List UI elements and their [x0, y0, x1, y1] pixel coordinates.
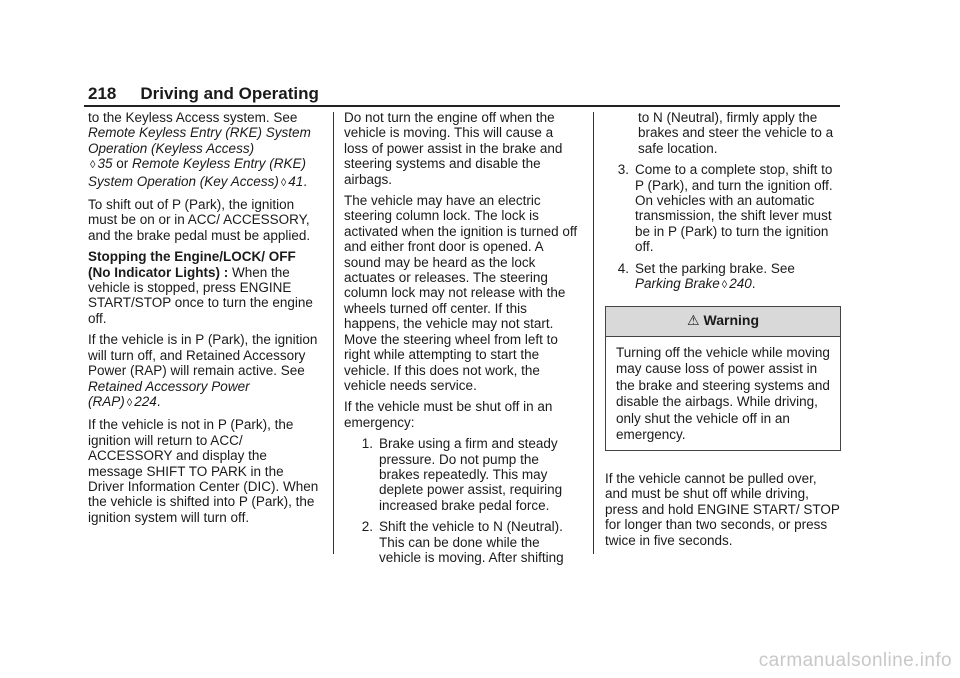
page-ref-35[interactable]: 35: [97, 156, 113, 172]
paragraph-not-in-park: If the vehicle is not in P (Park), the ignition will return to ACC/ ACCESSORY and display the message SHIFT TO PARK in the Driver Information Center (DIC). When the vehicle is shifted into P (Park), the ignition system will turn off.: [88, 417, 319, 525]
list-item: 4. Set the parking brake. See Parking Brake ◊ 240.: [617, 260, 795, 292]
paragraph-steering-lock: The vehicle may have an electric steering column lock. The lock is activated when the ignition is turned off and either front door is opened. A sound may be heard as the lock actuates or releases. The steering column lock may not release with the wheels turned off center. If this happens, the vehicle may not start. Move the steering wheel from left to right while attempting to start the vehicle. If this does not work, the vehicle needs service.: [344, 193, 578, 393]
page-ref-icon: ◊: [126, 396, 133, 409]
list-item-continuation: to N (Neutral), firmly apply the brakes and steer the vehicle to a safe location.: [638, 110, 834, 156]
paragraph-shift-park: To shift out of P (Park), the ignition must be on or in ACC/ ACCESSORY, and the brake pedal must be applied.: [88, 197, 311, 243]
column-divider: [333, 112, 334, 554]
warning-body: Turning off the vehicle while moving may cause loss of power assist in the brake and steering systems and disable the airbags. While driving, only shut the vehicle off in an emergency.: [616, 344, 830, 443]
warning-box: [605, 306, 841, 450]
list-item: 3. Come to a complete stop, shift to P (Park), and turn the ignition off. On vehicles with an automatic transmission, the shift lever must be in P (Park) to turn the ignition off.: [617, 162, 833, 255]
link-rke-keyless-access[interactable]: Remote Keyless Entry (RKE) System Operation (Keyless Access): [88, 125, 311, 156]
section-title: Driving and Operating: [140, 84, 319, 103]
paragraph-rap: If the vehicle is in P (Park), the ignition will turn off, and Retained Accessory Power (RAP) will remain active. See Retained Accessory Power (RAP) ◊ 224.: [88, 332, 318, 409]
list-item: 1. Brake using a firm and steady pressure. Do not pump the brakes repeatedly. This may deplete power assist, requiring increased brake pedal force.: [361, 436, 563, 513]
page-ref-224[interactable]: 224: [134, 393, 157, 409]
page-ref-icon: ◊: [90, 159, 96, 172]
link-parking-brake[interactable]: Parking Brake: [635, 276, 720, 292]
paragraph-cannot-pull-over: If the vehicle cannot be pulled over, and must be shut off while driving, press and hold ENGINE START/ STOP for longer than two seconds, or press twice in five seconds.: [605, 470, 840, 548]
column-1: [88, 110, 320, 531]
subheading-stopping-engine: Stopping the Engine/LOCK/ OFF (No Indicator Lights) :: [88, 249, 296, 280]
paragraph-do-not-turn-off: Do not turn the engine off when the vehicle is moving. This will cause a loss of power assist in the brake and steering systems and disable the airbags.: [344, 110, 563, 187]
column-2: [344, 110, 578, 571]
paragraph-keyless: to the Keyless Access system. See Remote Keyless Entry (RKE) System Operation (Keyless Access) ◊ 35 or Remote Keyless Entry (RKE) System Operation (Key Access) ◊ 41.: [88, 110, 311, 189]
page-ref-icon: ◊: [721, 279, 728, 292]
page-header: [88, 84, 319, 104]
page-number: 218: [88, 84, 117, 103]
link-rap[interactable]: Retained Accessory Power (RAP): [88, 378, 250, 409]
warning-header: [606, 307, 840, 336]
paragraph-stopping-engine: Stopping the Engine/LOCK/ OFF (No Indicator Lights) : When the vehicle is stopped, press ENGINE START/STOP once to turn the engine off.: [88, 249, 313, 326]
link-rke-key-access[interactable]: Remote Keyless Entry (RKE) System Operation (Key Access): [88, 156, 307, 189]
watermark: carmanualsonline.info: [758, 650, 952, 671]
header-rule: [84, 105, 840, 107]
page-ref-240[interactable]: 240: [729, 276, 752, 292]
warning-title: Warning: [703, 312, 760, 329]
column-3: [605, 110, 841, 554]
column-divider: [593, 112, 594, 554]
page-ref-41[interactable]: 41: [288, 173, 304, 189]
list-item: 2. Shift the vehicle to N (Neutral). This can be done while the vehicle is moving. After shifting: [361, 519, 564, 565]
warning-icon: ⚠: [686, 312, 700, 329]
paragraph-emergency: If the vehicle must be shut off in an emergency:: [344, 399, 553, 430]
page-ref-icon: ◊: [280, 176, 287, 189]
